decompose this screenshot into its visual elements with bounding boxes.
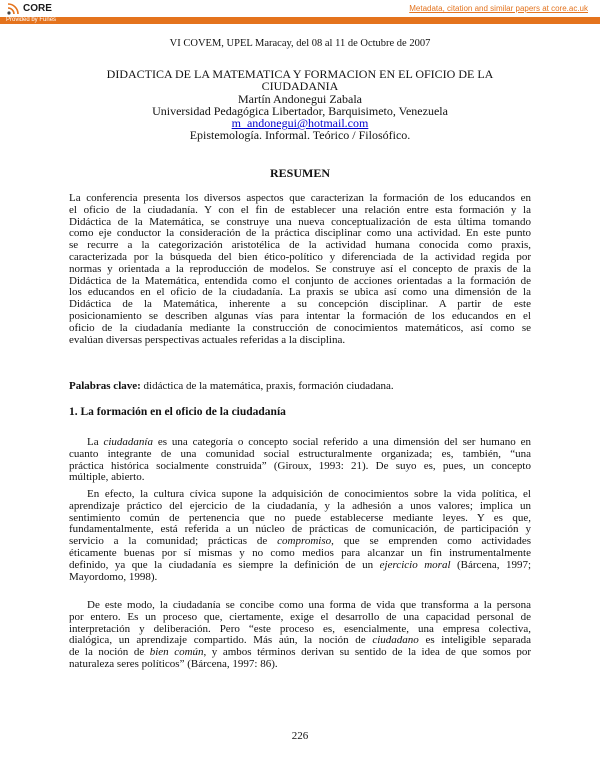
abstract-heading: RESUMEN [269,166,330,180]
core-top-bar [0,0,600,28]
abstract-line: los educandos en el oficio de la ciudadanía. La praxis se ubica así como una dimensión de la [69,286,531,299]
abstract-line: evalúan diversas perspectivas actuales referidas a la disciplina. [69,333,346,346]
keywords-label: Palabras clave: [69,380,141,392]
abstract-line: normas y orientada a la reproducción de modelos. Se construye así el concepto de praxis de la [69,262,531,275]
paper-title-line-2: CIUDADANIA [261,79,339,94]
provided-by-text: Provided by Funes [6,17,57,23]
paper-title-line-1: DIDACTICA DE LA MATEMATICA Y FORMACION EN EL OFICIO DE LA [106,67,494,81]
core-logo-text: CORE [23,3,52,14]
keywords-text: didáctica de la matemática, praxis, formación ciudadana. [140,380,394,392]
abstract-line: La conferencia presenta los diversos aspectos que caracterizan la formación de los educandos en [69,192,531,204]
paper-category: Epistemología. Informal. Teórico / Filosófico. [189,128,411,143]
abstract-line: como eje conductor la consideración de la práctica disciplinar como una actividad. En este punto [69,227,531,240]
section-heading: 1. La formación en el oficio de la ciudadanía [69,406,286,418]
abstract-line: se recurre a la categorización aristotélica de la actividad humana conocida como praxis, [69,239,531,252]
abstract-line: Didáctica de la Matemática, entendida como el conjunto de acciones orientadas a la formación de [69,274,531,287]
paragraph-1: La ciudadanía es una categoría o concepto social referido a una dimensión del ser humano en cuanto integrante de una comunidad social estructuralmente organizada; es, también, “una práctica histórica socialmente construida” (Giroux, 1993: 21). De suyo es, pues, un concepto múltiple, abierto. [69,436,531,484]
abstract-line: Didáctica de la Matemática, se construye una nueva conceptualización de esta última tomando [69,215,531,228]
keywords-line [69,381,531,393]
abstract-line: posicionamiento se describen algunas vías para intentar la formación de los educandos en el [69,309,531,322]
paragraph-2: En efecto, la cultura cívica supone la adquisición de conocimientos sobre la vida política, el aprendizaje práctico del ejercicio de la ciudadanía, y la adhesión a unos valores; implica un sentimiento común de pertenencia que no puede establecerse mediante leyes. Y es que, fundamentalmente, está referida a un núcleo de prácticas de comunicación, de participación y servicio a la comunidad; prácticas de compromiso, que se emprenden como actividades éticamente buenas por sí mismas y no como medios para alcanzar un fin instrumentalmente definido, ya que la ciudadanía es siempre la definición de un ejercicio moral (Bárcena, 1997; Mayordomo, 1998). [69,488,532,583]
abstract-body [69,193,531,346]
author-affiliation: Universidad Pedagógica Libertador, Barquisimeto, Venezuela [152,103,448,118]
author-email-link[interactable]: m_andonegui@hotmail.com [231,116,369,131]
core-logo-icon [6,2,20,16]
provided-by-bar [0,17,600,24]
abstract-line: oficio de la ciudadanía mediante la construcción de conocimientos matemáticos, así como se [69,321,531,334]
title-block [100,68,500,142]
author-name: Martín Andonegui Zabala [238,91,362,106]
paragraph-3: De este modo, la ciudadanía se concibe como una forma de vida que transforma a la persona por entero. Es un proceso que, ciertamente, exige el desarrollo de una capacidad personal de interpretación y deliberación. Pero “este proceso es, esencialmente, una empresa colectiva, dialógica, un aprendizaje compartido. Más aún, la noción de ciudadano es inteligible separada de la noción de bien común, y ambos términos derivan su sentido de la idea de que somos por naturaleza seres políticos” (Bárcena, 1997: 86). [69,599,531,670]
conference-header: VI COVEM, UPEL Maracay, del 08 al 11 de Octubre de 2007 [169,38,431,49]
abstract-line: caracterizada por la búsqueda del bien ético-político y diferenciada de la actividad regida por [69,250,531,263]
core-metadata-link[interactable]: Metadata, citation and similar papers at core.ac.uk [409,4,588,13]
abstract-line: el oficio de la ciudadanía. Y con el fin de establecer una relación entre esta formación y la [69,203,531,216]
core-logo[interactable] [6,2,66,16]
page-number: 226 [291,730,309,742]
abstract-line: Didáctica de la Matemática, inherente a su concepción disciplinar. A partir de este [69,298,531,311]
